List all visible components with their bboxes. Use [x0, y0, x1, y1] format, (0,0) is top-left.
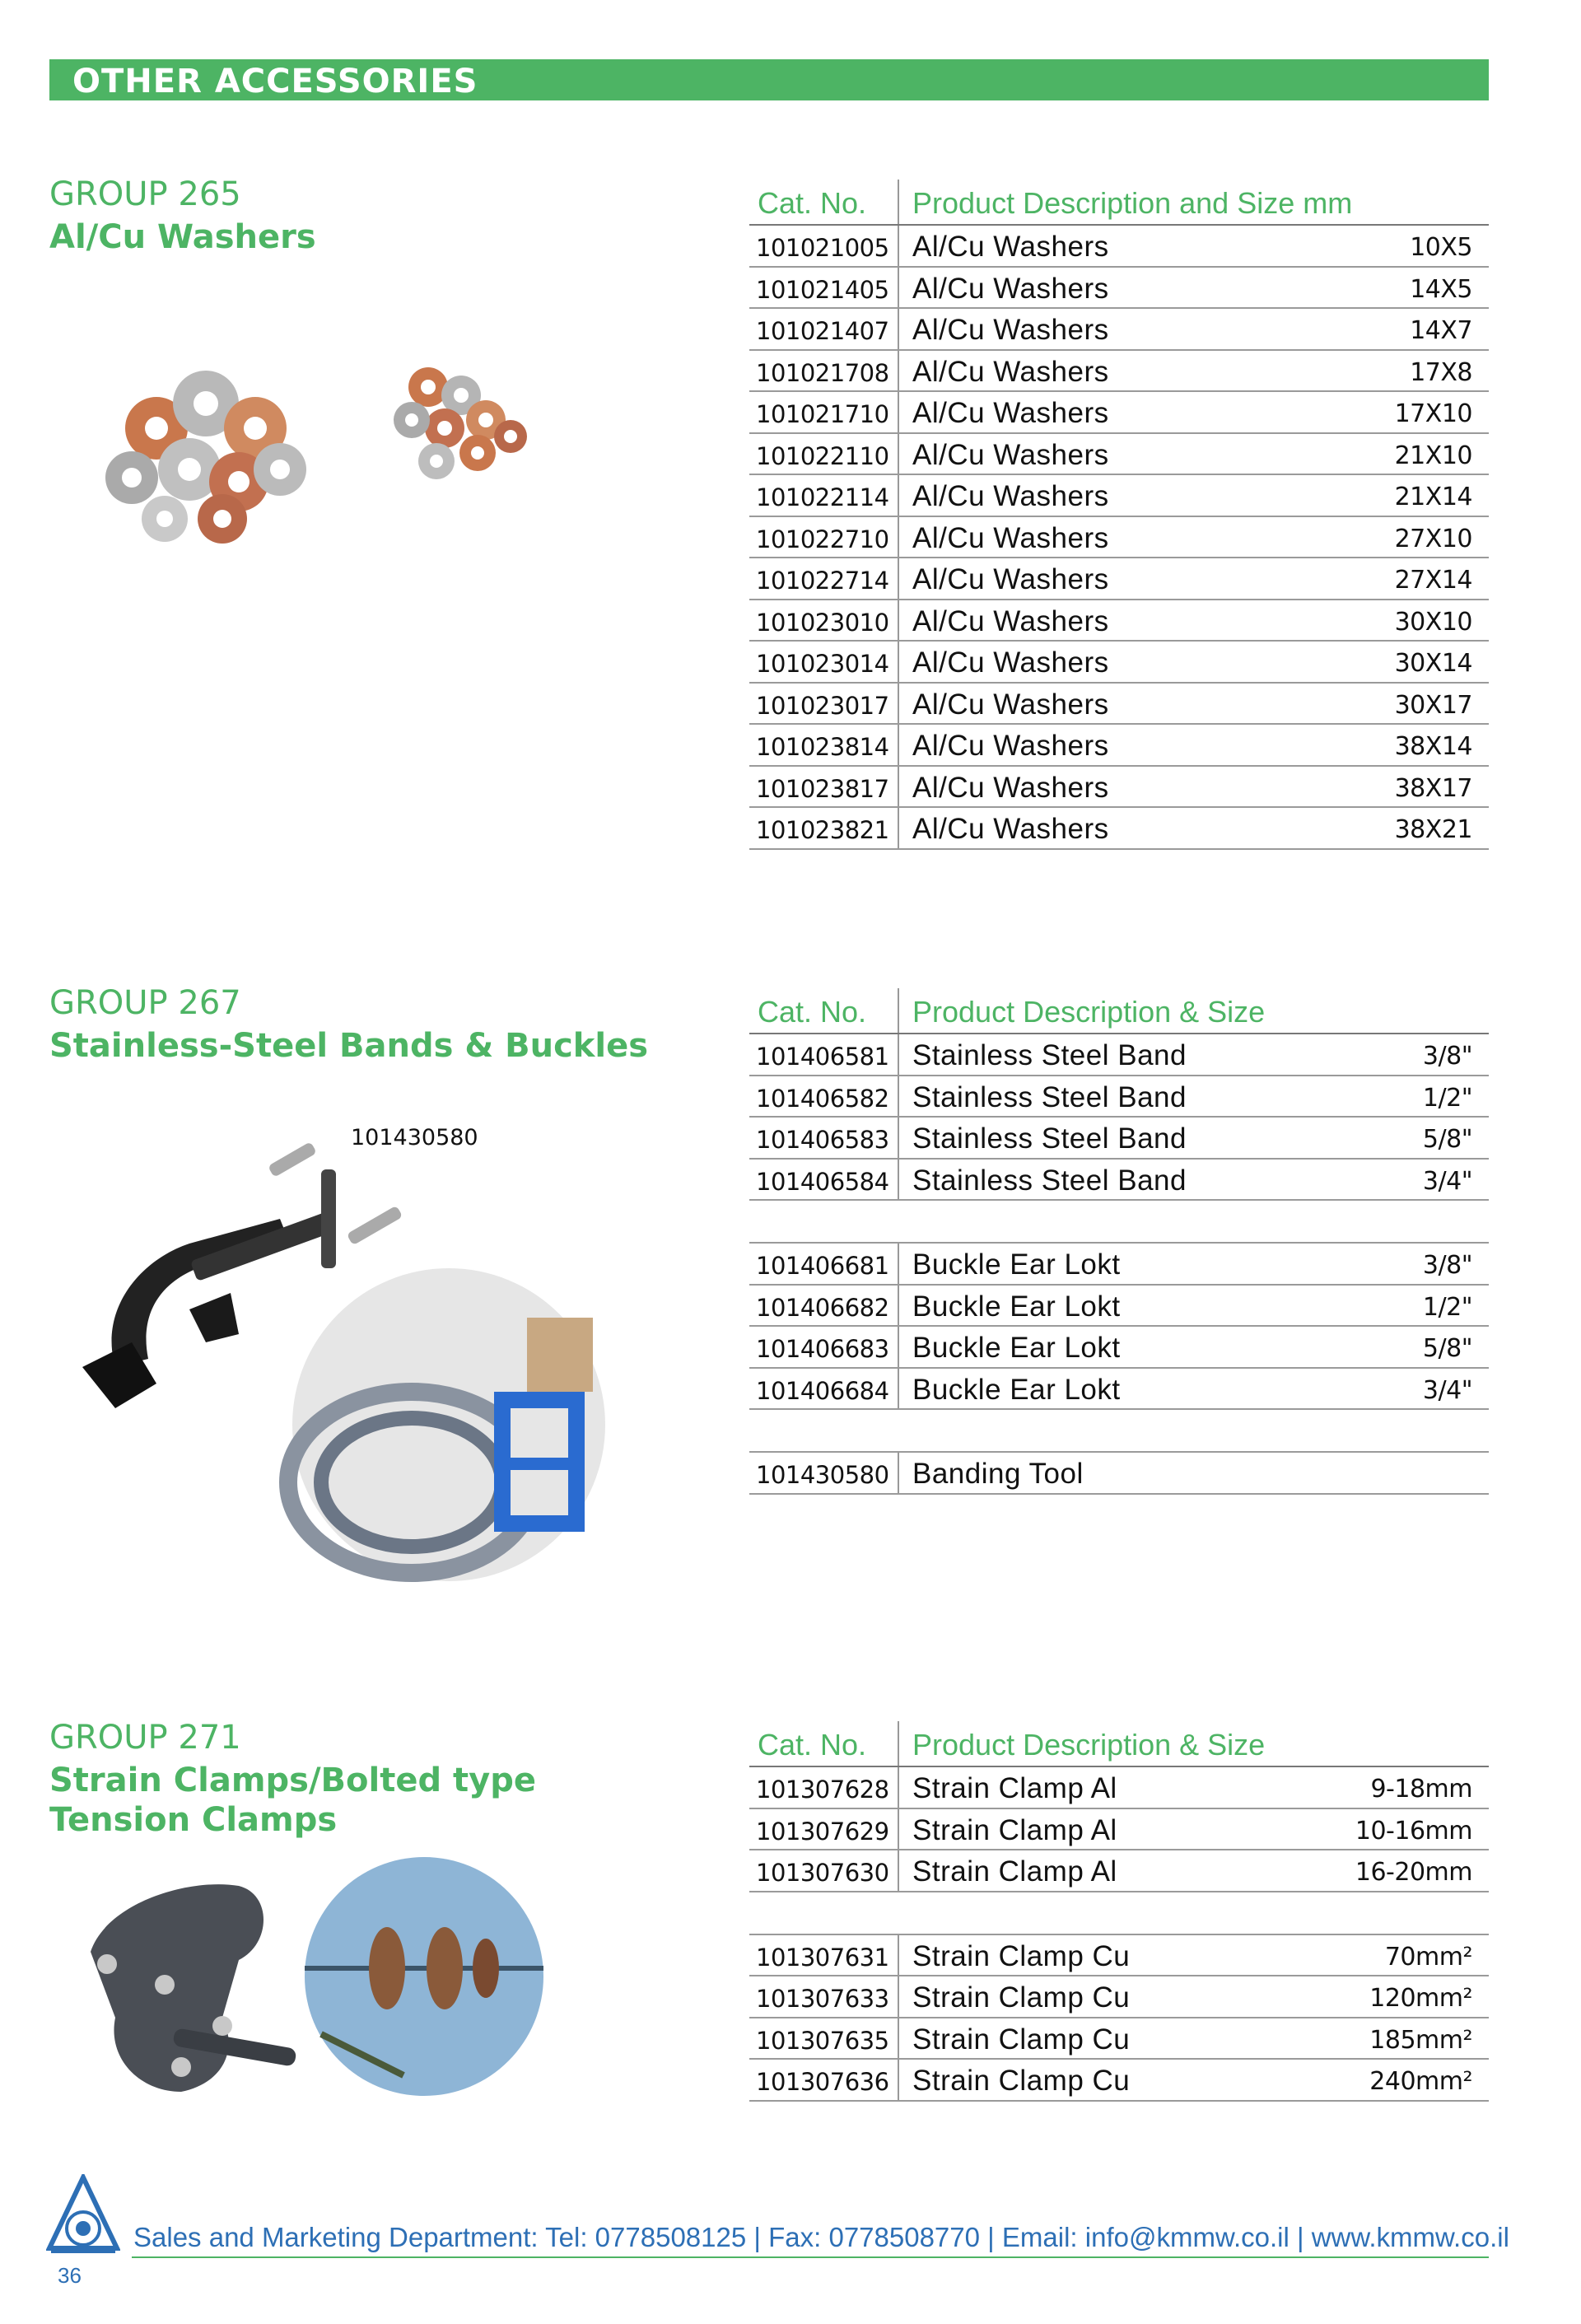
washers-pile-small [394, 367, 527, 479]
section-header-bar [49, 59, 1489, 100]
cat-no-cell: 101406584 [756, 1167, 889, 1196]
table-row [749, 558, 1489, 600]
size-cell: 14X5 [1410, 274, 1472, 304]
size-cell: 3/8" [1422, 1042, 1472, 1071]
cat-no-cell: 101022714 [756, 567, 889, 595]
size-cell: 5/8" [1422, 1125, 1472, 1154]
cat-no-cell: 101021005 [756, 234, 889, 262]
description-cell: Buckle Ear Lokt [912, 1290, 1121, 1323]
table-header [749, 180, 1489, 226]
description-cell: Strain Clamp Al [912, 1813, 1117, 1846]
cat-no-cell: 101022710 [756, 525, 889, 553]
description-cell: Strain Clamp Al [912, 1772, 1117, 1804]
header-cat-no: Cat. No. [758, 995, 867, 1029]
group-271-heading [49, 1716, 536, 1841]
description-cell: Strain Clamp Cu [912, 1981, 1131, 2014]
header-cat-no: Cat. No. [758, 186, 867, 220]
table-row [749, 1369, 1489, 1411]
cat-no-cell: 101023821 [756, 816, 889, 844]
description-cell: Stainless Steel Band [912, 1122, 1187, 1155]
description-cell: Buckle Ear Lokt [912, 1332, 1121, 1364]
size-cell: 17X8 [1410, 357, 1472, 387]
table-row [749, 600, 1489, 642]
table-row [749, 392, 1489, 434]
cat-no-cell: 101022110 [756, 441, 889, 470]
table-row [749, 268, 1489, 310]
cat-no-cell: 101023010 [756, 608, 889, 637]
banding-tool-photo-caption: 101430580 [351, 1125, 478, 1150]
size-cell: 38X21 [1394, 815, 1472, 844]
size-cell: 240mm² [1369, 2067, 1472, 2096]
size-cell: 70mm² [1384, 1942, 1472, 1972]
cat-no-cell: 101406682 [756, 1293, 889, 1322]
strain-clamp [91, 1884, 297, 2092]
cat-no-cell: 101023814 [756, 733, 889, 761]
table-row [749, 1118, 1489, 1160]
table-row [749, 475, 1489, 517]
cat-no-cell: 101307636 [756, 2068, 889, 2096]
group-267-table [749, 988, 1489, 1495]
header-description: Product Description & Size [912, 995, 1266, 1029]
description-cell: Al/Cu Washers [912, 521, 1109, 554]
description-cell: Strain Clamp Cu [912, 2023, 1131, 2056]
banding-tool-photo [66, 1095, 609, 1589]
description-cell: Al/Cu Washers [912, 688, 1109, 721]
cat-no-cell: 101406583 [756, 1126, 889, 1154]
description-cell: Strain Clamp Al [912, 1855, 1117, 1888]
group-265-heading [49, 173, 316, 259]
size-cell: 17X10 [1394, 399, 1472, 428]
size-cell: 3/4" [1422, 1375, 1472, 1405]
cat-no-cell: 101023017 [756, 691, 889, 720]
size-cell: 21X10 [1394, 441, 1472, 470]
description-cell: Al/Cu Washers [912, 397, 1109, 429]
cat-no-cell: 101406683 [756, 1335, 889, 1363]
group-271-table [749, 1721, 1489, 2102]
cat-no-cell: 101406684 [756, 1376, 889, 1405]
size-cell: 30X14 [1394, 649, 1472, 678]
washers-photo [66, 313, 543, 552]
table-row [749, 226, 1489, 268]
cat-no-cell: 101307635 [756, 2026, 889, 2055]
cat-no-cell: 101307629 [756, 1817, 889, 1846]
section-title: OTHER ACCESSORIES [72, 63, 478, 100]
size-cell: 120mm² [1369, 1984, 1472, 2013]
insulator-photo [305, 1857, 543, 2096]
table-row [749, 1286, 1489, 1328]
cat-no-cell: 101307631 [756, 1943, 889, 1972]
table-row [749, 1076, 1489, 1118]
description-cell: Al/Cu Washers [912, 231, 1109, 263]
group-271-title: GROUP 271 [49, 1719, 241, 1757]
table-header [749, 988, 1489, 1034]
table-row [749, 1767, 1489, 1809]
description-cell: Al/Cu Washers [912, 730, 1109, 762]
cat-no-cell: 101430580 [756, 1461, 889, 1489]
description-cell: Stainless Steel Band [912, 1164, 1187, 1197]
group-265-table [749, 180, 1489, 850]
size-cell: 10X5 [1410, 233, 1472, 262]
size-cell: 21X14 [1394, 483, 1472, 511]
size-cell: 14X7 [1410, 316, 1472, 345]
cat-no-cell: 101406582 [756, 1084, 889, 1113]
description-cell: Stainless Steel Band [912, 1080, 1187, 1113]
description-cell: Buckle Ear Lokt [912, 1248, 1121, 1281]
description-cell: Strain Clamp Cu [912, 1939, 1131, 1972]
size-cell: 30X17 [1394, 690, 1472, 720]
cat-no-cell: 101023817 [756, 774, 889, 803]
size-cell: 38X14 [1394, 732, 1472, 761]
header-cat-no: Cat. No. [758, 1728, 867, 1762]
group-267-heading [49, 982, 648, 1067]
company-logo [46, 2174, 120, 2256]
page-number: 36 [58, 2263, 82, 2288]
table-row [749, 309, 1489, 351]
size-cell: 30X10 [1394, 607, 1472, 637]
cat-no-cell: 101023014 [756, 650, 889, 678]
description-cell: Al/Cu Washers [912, 771, 1109, 804]
size-cell: 3/8" [1422, 1251, 1472, 1280]
cat-no-cell: 101022114 [756, 483, 889, 511]
size-cell: 185mm² [1369, 2025, 1472, 2055]
group-271-subtitle-2: Tension Clamps [49, 1801, 338, 1839]
description-cell: Al/Cu Washers [912, 480, 1109, 512]
description-cell: Al/Cu Washers [912, 272, 1109, 305]
group-267-title: GROUP 267 [49, 984, 241, 1022]
table-row [749, 684, 1489, 726]
size-cell: 3/4" [1422, 1166, 1472, 1196]
steel-band-coil-photo [288, 1268, 605, 1581]
cat-no-cell: 101307630 [756, 1859, 889, 1887]
table-row [749, 1453, 1489, 1495]
header-description: Product Description & Size [912, 1728, 1266, 1762]
header-description: Product Description and Size mm [912, 186, 1353, 220]
table-row [749, 1034, 1489, 1076]
cat-no-cell: 101406681 [756, 1252, 889, 1280]
table-row [749, 725, 1489, 767]
size-cell: 16-20mm [1355, 1858, 1472, 1887]
description-cell: Al/Cu Washers [912, 438, 1109, 471]
table-row [749, 767, 1489, 809]
size-cell: 27X10 [1394, 524, 1472, 553]
description-cell: Strain Clamp Cu [912, 2065, 1131, 2097]
table-row [749, 1935, 1489, 1977]
group-265-title: GROUP 265 [49, 175, 241, 213]
table-row [749, 351, 1489, 393]
description-cell: Al/Cu Washers [912, 604, 1109, 637]
description-cell: Banding Tool [912, 1458, 1084, 1490]
size-cell: 1/2" [1422, 1083, 1472, 1113]
description-cell: Al/Cu Washers [912, 813, 1109, 845]
cat-no-cell: 101021405 [756, 275, 889, 304]
size-cell: 10-16mm [1355, 1816, 1472, 1846]
washers-pile-large [105, 371, 306, 544]
table-row [749, 517, 1489, 559]
table-row [749, 642, 1489, 684]
table-row [749, 1850, 1489, 1892]
table-row [749, 808, 1489, 850]
table-row [749, 1976, 1489, 2018]
footer-contact: Sales and Marketing Department: Tel: 0778508125 | Fax: 0778508770 | Email: info@kmmw.co.il | www.kmmw.co.il [133, 2222, 1509, 2252]
size-cell: 5/8" [1422, 1334, 1472, 1363]
table-header [749, 1721, 1489, 1767]
group-267-subtitle: Stainless-Steel Bands & Buckles [49, 1027, 649, 1065]
description-cell: Stainless Steel Band [912, 1039, 1187, 1071]
table-row [749, 1809, 1489, 1851]
cat-no-cell: 101406581 [756, 1043, 889, 1071]
description-cell: Al/Cu Washers [912, 314, 1109, 346]
cat-no-cell: 101021708 [756, 358, 889, 387]
footer-divider [132, 2256, 1489, 2258]
size-cell: 27X14 [1394, 566, 1472, 595]
table-row [749, 1160, 1489, 1202]
cat-no-cell: 101307628 [756, 1776, 889, 1804]
size-cell: 38X17 [1394, 773, 1472, 803]
table-row [749, 1244, 1489, 1286]
description-cell: Buckle Ear Lokt [912, 1373, 1121, 1406]
table-row [749, 2060, 1489, 2102]
description-cell: Al/Cu Washers [912, 563, 1109, 595]
group-271-subtitle: Strain Clamps/Bolted type [49, 1762, 536, 1799]
cat-no-cell: 101021407 [756, 317, 889, 345]
cat-no-cell: 101021710 [756, 400, 889, 428]
table-row [749, 2018, 1489, 2060]
description-cell: Al/Cu Washers [912, 646, 1109, 679]
size-cell: 9-18mm [1370, 1775, 1472, 1804]
cat-no-cell: 101307633 [756, 1985, 889, 2013]
table-row [749, 1327, 1489, 1369]
table-row [749, 434, 1489, 476]
strain-clamp-photo [58, 1853, 552, 2108]
description-cell: Al/Cu Washers [912, 355, 1109, 388]
group-265-subtitle: Al/Cu Washers [49, 218, 316, 256]
size-cell: 1/2" [1422, 1292, 1472, 1322]
